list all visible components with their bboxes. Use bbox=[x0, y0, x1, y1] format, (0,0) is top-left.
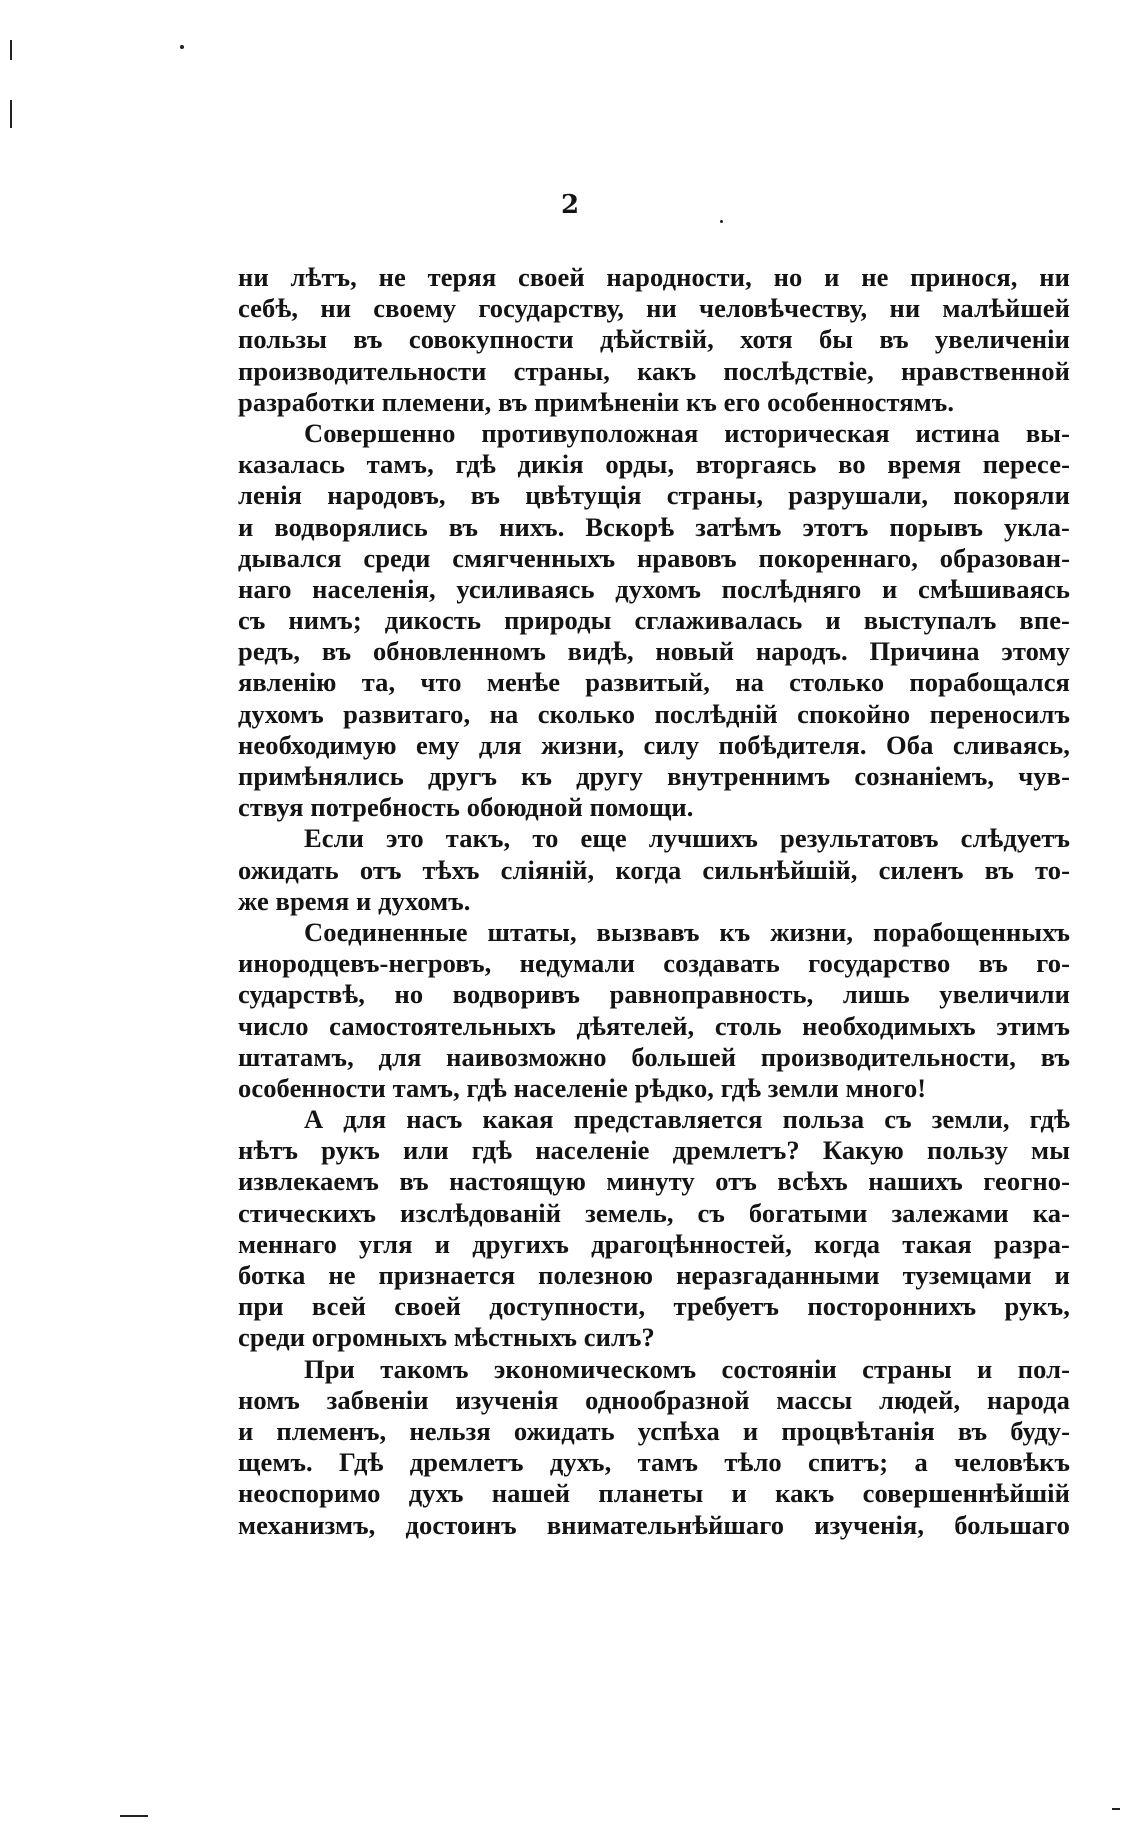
text-line: духомъ развитаго, на сколько послѣдній спокойно переносилъ bbox=[238, 698, 1070, 729]
text-line: А для насъ какая представляется польза съ земли, гдѣ bbox=[304, 1104, 1070, 1135]
text-line: инородцевъ-негровъ, недумали создавать государство въ го- bbox=[238, 948, 1070, 979]
text-line: При такомъ экономическомъ состояніи страны и пол- bbox=[304, 1353, 1070, 1384]
text-line: казалась тамъ, гдѣ дикія орды, вторгаясь во время пересе- bbox=[238, 449, 1070, 480]
scan-artifact-bottom-mark bbox=[1112, 1808, 1120, 1810]
paragraph-1 bbox=[238, 262, 1070, 418]
paragraph-4 bbox=[238, 917, 1070, 1104]
scan-artifact-dot bbox=[180, 45, 184, 49]
text-line: необходимую ему для жизни, силу побѣдителя. Оба сливаясь, bbox=[238, 729, 1070, 760]
text-line: наго населенія, усиливаясь духомъ послѣдняго и смѣшиваясь bbox=[238, 573, 1070, 604]
text-line: себѣ, ни своему государству, ни человѣчеству, ни малѣйшей bbox=[238, 293, 1070, 324]
text-line: щемъ. Гдѣ дремлетъ духъ, тамъ тѣло спитъ; а человѣкъ bbox=[238, 1447, 1070, 1478]
text-line: сударствѣ, но водворивъ равноправность, лишь увеличили bbox=[238, 979, 1070, 1010]
text-line: ожидать отъ тѣхъ слiяній, когда сильнѣйшій, силенъ въ то- bbox=[238, 854, 1070, 885]
text-line: Если это такъ, то еще лучшихъ результатовъ слѣдуетъ bbox=[304, 823, 1070, 854]
text-line: при всей своей доступности, требуетъ постороннихъ рукъ, bbox=[238, 1291, 1070, 1322]
text-line: нѣтъ рукъ или гдѣ населеніе дремлетъ? Какую пользу мы bbox=[238, 1135, 1070, 1166]
body-text bbox=[238, 262, 1070, 1541]
paragraph-5 bbox=[238, 1104, 1070, 1354]
text-line: число самостоятельныхъ дѣятелей, столь необходимыхъ этимъ bbox=[238, 1010, 1070, 1041]
scan-artifact-left-line bbox=[10, 100, 12, 128]
text-line: Совершенно противуположная историческая истина вы- bbox=[304, 417, 1070, 448]
text-line: примѣнялись другъ къ другу внутреннимъ сознаніемъ, чув- bbox=[238, 761, 1070, 791]
scan-artifact-bottom-mark bbox=[120, 1815, 148, 1817]
text-line: разработки племени, въ примѣненіи къ его особенностямъ. bbox=[238, 386, 955, 417]
text-line: среди огромныхъ мѣстныхъ силъ? bbox=[238, 1322, 655, 1353]
paragraph-6 bbox=[238, 1354, 1070, 1541]
text-line: ботка не признается полезною неразгаданными туземцами и bbox=[238, 1260, 1070, 1290]
text-line: и племенъ, нельзя ожидать успѣха и процвѣтанія въ буду- bbox=[238, 1415, 1070, 1446]
text-line: ни лѣтъ, не теряя своей народности, но и не принося, ни bbox=[238, 262, 1070, 292]
text-line: пользы въ совокупности дѣйствій, хотя бы въ увеличеніи bbox=[238, 324, 1070, 355]
paragraph-2 bbox=[238, 418, 1070, 823]
scan-artifact-left-line bbox=[10, 40, 12, 60]
text-line: стическихъ изслѣдованій земель, съ богатыми залежами ка- bbox=[238, 1197, 1070, 1228]
text-line: неоспоримо духъ нашей планеты и какъ совершеннѣйшій bbox=[238, 1478, 1070, 1509]
text-line: номъ забвеніи изученія однообразной массы людей, народа bbox=[238, 1384, 1070, 1415]
text-line: ленія народовъ, въ цвѣтущія страны, разрушали, покоряли bbox=[238, 480, 1070, 511]
text-line: и водворялись въ нихъ. Вскорѣ затѣмъ этотъ порывъ укла- bbox=[238, 511, 1070, 542]
text-line: Соединенные штаты, вызвавъ къ жизни, порабощенныхъ bbox=[304, 916, 1070, 947]
text-line: меннаго угля и другихъ драгоцѣнностей, когда такая разра- bbox=[238, 1228, 1070, 1259]
text-line: производительности страны, какъ послѣдствіе, нравственной bbox=[238, 355, 1070, 386]
text-line: явленію та, что менѣе развитый, на столько порабощался bbox=[238, 667, 1070, 698]
text-line: механизмъ, достоинъ внимательнѣйшаго изученія, большаго bbox=[238, 1509, 1070, 1540]
page-number: 2 bbox=[560, 190, 580, 220]
text-line: особенности тамъ, гдѣ населеніе рѣдко, гдѣ земли много! bbox=[238, 1072, 927, 1103]
text-line: ствуя потребность обоюдной помощи. bbox=[238, 792, 694, 823]
text-line: штатамъ, для наивозможно большей производительности, въ bbox=[238, 1041, 1070, 1072]
paragraph-3 bbox=[238, 823, 1070, 917]
text-line: съ нимъ; дикость природы сглаживалась и выступалъ впе- bbox=[238, 605, 1070, 636]
text-line: же время и духомъ. bbox=[238, 885, 471, 916]
text-line: извлекаемъ въ настоящую минуту отъ всѣхъ нашихъ геогно- bbox=[238, 1166, 1070, 1197]
text-line: дывался среди смягченныхъ нравовъ покореннаго, образован- bbox=[238, 542, 1070, 573]
text-line: редъ, въ обновленномъ видѣ, новый народъ. Причина этому bbox=[238, 636, 1070, 667]
